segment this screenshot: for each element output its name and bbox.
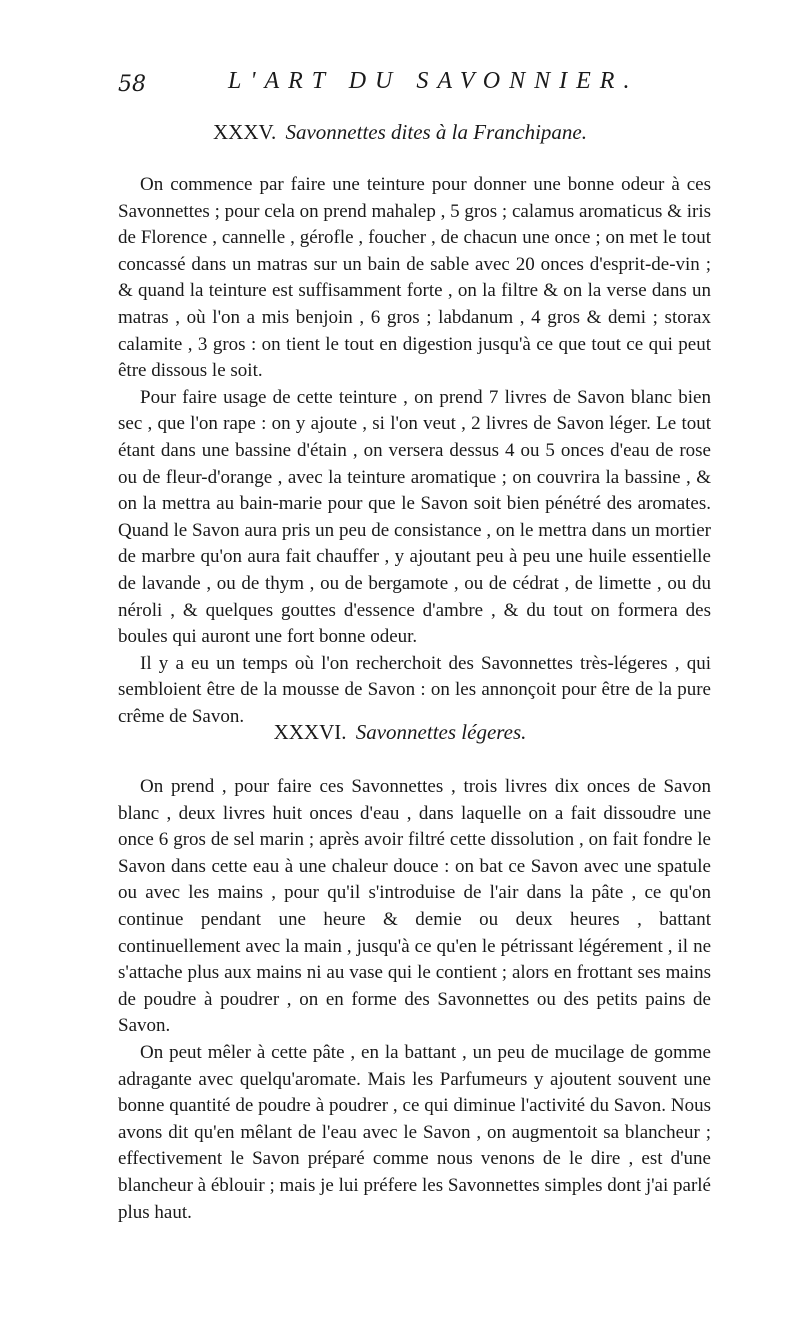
section-heading-xxxvi — [0, 720, 800, 745]
section-title: Savonnettes dites à la Franchipane. — [285, 120, 587, 144]
paragraph: Pour faire usage de cette teinture , on prend 7 livres de Savon blanc bien sec , que l'on rape : on y ajoute , si l'on veut , 2 livres de Savon léger. Le tout étant dans une bassine d'étain , on versera dessus 4 ou 5 onces d'eau de rose ou de fleur-d'orange , avec la teinture aromatique ; on couvrira la bassine , & on la mettra au bain-marie pour que le Savon soit bien pénétré des aromates. Quand le Savon aura pris un peu de consistance , on le mettra dans un mortier de marbre qu'on aura fait chauffer , y ajoutant peu à peu une huile essentielle de lavande , ou de thym , ou de bergamote , ou de cédrat , de limette , ou du néroli , & quelques gouttes d'essence d'ambre , & du tout on formera des boules qui auront une fort bonne odeur. — [118, 386, 711, 648]
section-body-xxxvi — [118, 774, 711, 1226]
running-title: L'ART DU SAVONNIER. — [228, 68, 639, 94]
section-title: Savonnettes légeres. — [355, 720, 527, 744]
page-number: 58 — [118, 72, 146, 97]
section-number: XXXVI. — [273, 720, 347, 744]
section-body-xxxv — [118, 172, 711, 730]
paragraph: Il y a eu un temps où l'on recherchoit des Savonnettes très-légeres , qui sembloient être de la mousse de Savon : on les annonçoit pour être de la pure crême de Savon. — [118, 652, 711, 727]
paragraph: On commence par faire une teinture pour donner une bonne odeur à ces Savonnettes ; pour cela on prend mahalep , 5 gros ; calamus aromaticus & iris de Florence , cannelle , gérofle , foucher , de chacun une once ; on met le tout concassé dans un matras sur un bain de sable avec 20 onces d'esprit-de-vin ; & quand la teinture est suffisamment forte , on la filtre & on la verse dans un matras , où l'on a mis benjoin , 6 gros ; labdanum , 4 gros & demi ; storax calamite , 3 gros : on tient le tout en digestion jusqu'à ce que tout ce qui peut être dissous le soit. — [118, 174, 711, 382]
paragraph: On peut mêler à cette pâte , en la battant , un peu de mucilage de gomme adragante avec quelqu'aromate. Mais les Parfumeurs y ajoutent souvent une bonne quantité de poudre à poudrer , ce qui diminue l'activité du Savon. Nous avons dit qu'en mêlant de l'eau avec le Savon , on augmentoit sa blancheur ; effectivement le Savon préparé comme nous venons de le dire , est d'une blancheur à éblouir ; mais je lui préfere les Savonnettes simples dont j'ai parlé plus haut. — [118, 1041, 711, 1223]
section-number: XXXV. — [213, 120, 277, 144]
paragraph: On prend , pour faire ces Savonnettes , trois livres dix onces de Savon blanc , deux livres huit onces d'eau , dans laquelle on a fait dissoudre une once 6 gros de sel marin ; après avoir filtré cette dissolution , on fait fondre le Savon dans cette eau à une chaleur douce : on bat ce Savon avec une spatule ou avec les mains , pour qu'il s'introduise de l'air dans la pâte , ce qu'on continue pendant une heure & demie ou deux heures , battant continuellement avec la main , jusqu'à ce qu'en le pétrissant légérement , il ne s'attache plus aux mains ni au vase qui le contient ; alors en frottant ses mains de poudre à poudrer , on en forme des Savonnettes ou des petits pains de Savon. — [118, 776, 711, 1037]
running-head — [118, 66, 700, 100]
section-heading-xxxv — [0, 120, 800, 145]
